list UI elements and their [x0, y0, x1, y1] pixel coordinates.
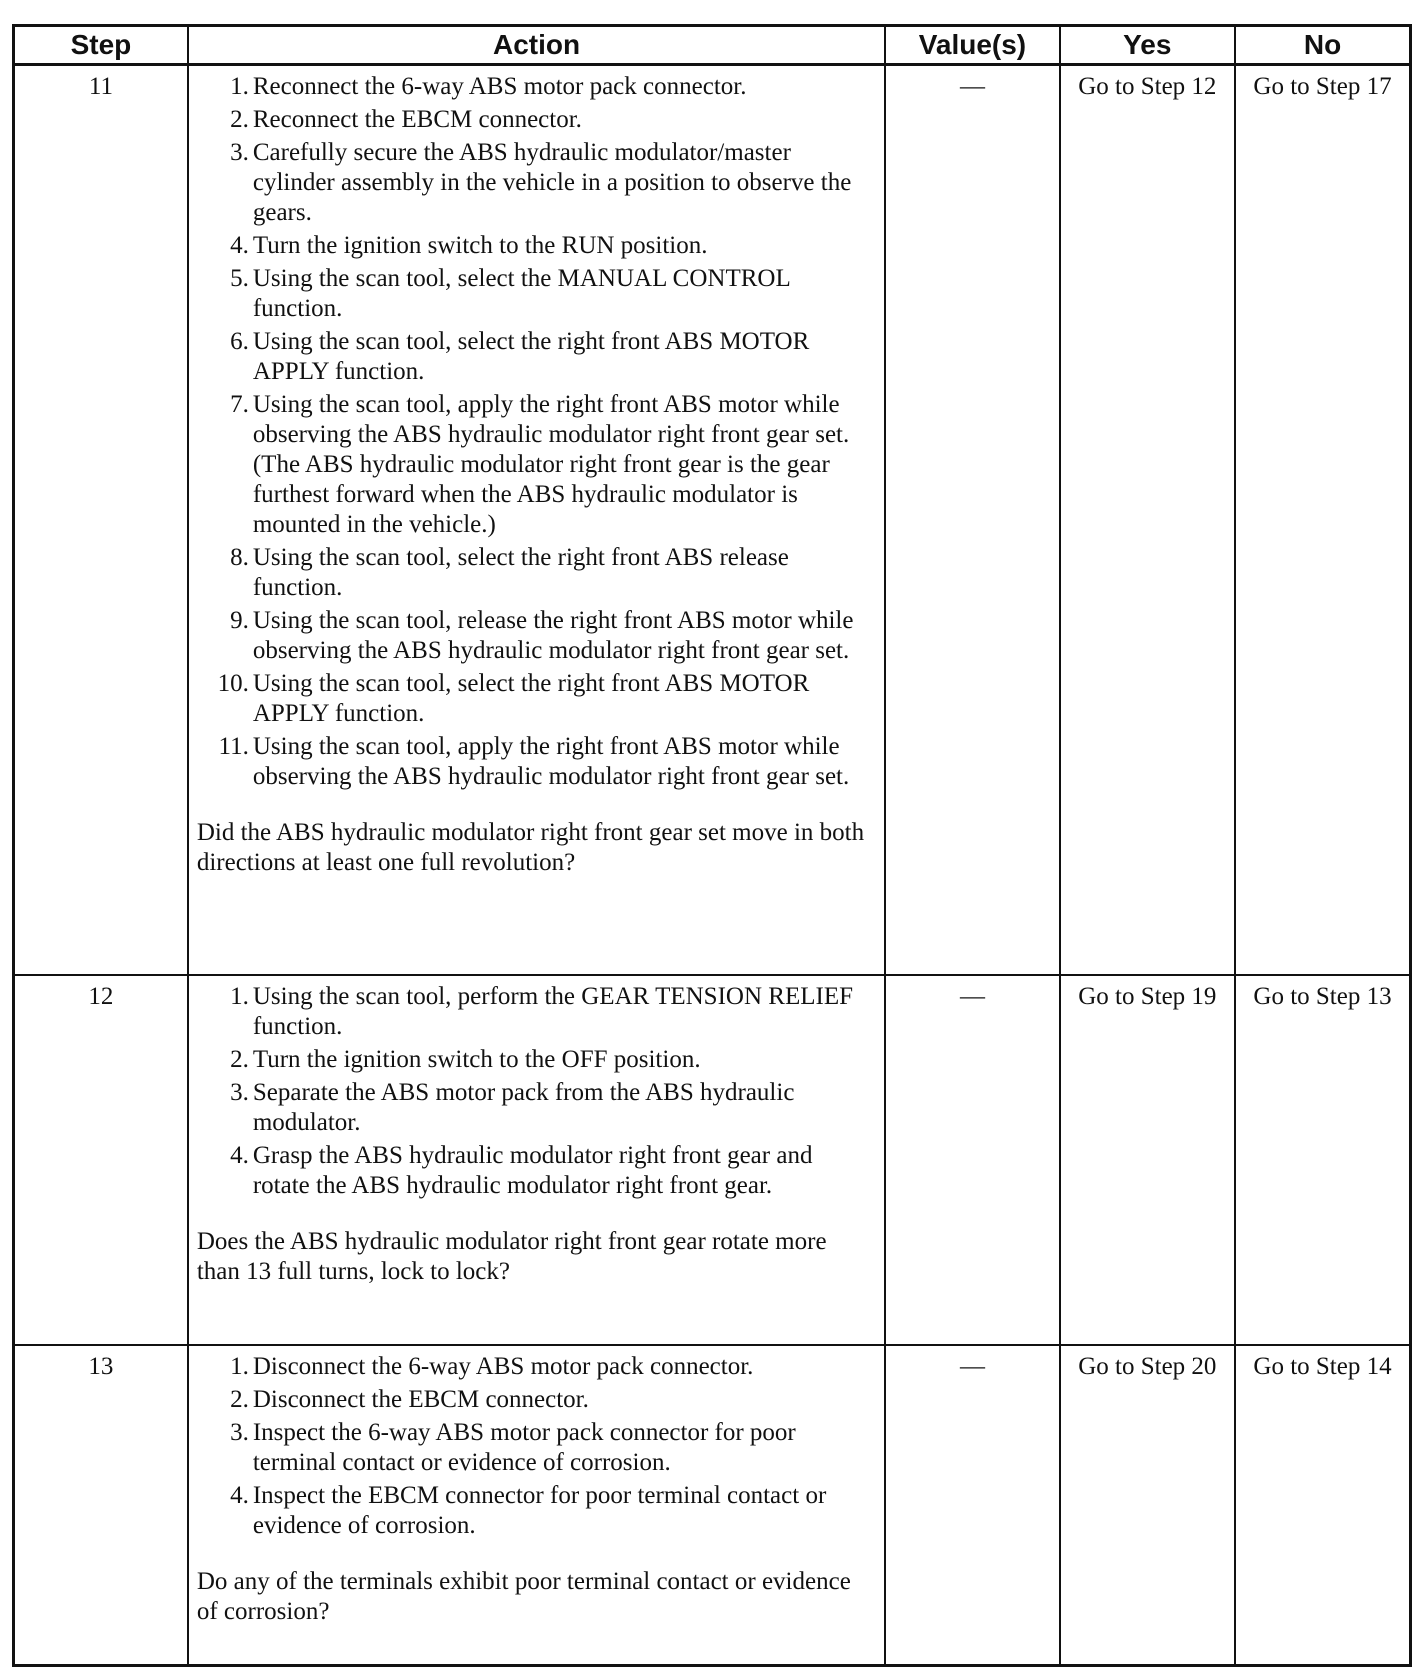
step-number: 13	[14, 1345, 188, 1666]
action-number: 2.	[230, 1386, 249, 1413]
yes-cell: Go to Step 19	[1060, 975, 1235, 1345]
action-item	[197, 105, 868, 135]
header-action: Action	[188, 26, 885, 65]
header-values: Value(s)	[885, 26, 1059, 65]
action-text: Reconnect the 6-way ABS motor pack connector.	[252, 73, 747, 100]
action-item	[197, 1045, 868, 1075]
action-number: 5.	[230, 265, 249, 292]
action-text: Reconnect the EBCM connector.	[252, 106, 582, 133]
action-number: 1.	[230, 1353, 249, 1380]
action-number: 1.	[230, 983, 249, 1010]
header-step: Step	[14, 26, 188, 65]
action-item	[197, 231, 868, 261]
action-text: Disconnect the EBCM connector.	[252, 1386, 589, 1413]
action-item	[197, 1418, 868, 1478]
no-cell: Go to Step 17	[1235, 65, 1410, 976]
no-cell: Go to Step 14	[1235, 1345, 1410, 1666]
action-number: 1.	[230, 73, 249, 100]
action-cell	[188, 975, 885, 1345]
action-text: Using the scan tool, select the right front ABS MOTOR APPLY function.	[252, 670, 810, 727]
action-number: 8.	[230, 544, 249, 571]
action-item	[197, 1078, 868, 1138]
action-item	[197, 138, 868, 228]
question-text: Does the ABS hydraulic modulator right front gear rotate more than 13 full turns, lock to lock?	[196, 1228, 827, 1285]
action-text: Turn the ignition switch to the RUN position.	[252, 232, 708, 259]
action-item	[197, 732, 868, 792]
action-list	[197, 982, 868, 1201]
diagnostic-table	[12, 24, 1412, 1667]
yes-cell: Go to Step 20	[1060, 1345, 1235, 1666]
action-item	[197, 1385, 868, 1415]
action-number: 9.	[230, 607, 249, 634]
action-text: Using the scan tool, select the MANUAL CONTROL function.	[252, 265, 790, 322]
action-list	[197, 1352, 868, 1541]
action-number: 4.	[230, 1482, 249, 1509]
value-cell: —	[885, 975, 1059, 1345]
action-number: 3.	[230, 1419, 249, 1446]
question-text: Did the ABS hydraulic modulator right front gear set move in both directions at least one full revolution?	[196, 819, 865, 876]
action-number: 3.	[230, 1079, 249, 1106]
action-item	[197, 669, 868, 729]
action-text: Using the scan tool, apply the right front ABS motor while observing the ABS hydraulic modulator right front gear set. (The ABS hydraulic modulator right front gear is the gear furthest forward when the ABS hydraulic modulator is mounted in the vehicle.)	[252, 391, 850, 538]
action-item	[197, 327, 868, 387]
action-number: 3.	[230, 139, 249, 166]
table-row	[14, 975, 1411, 1345]
action-cell	[188, 1345, 885, 1666]
action-text: Grasp the ABS hydraulic modulator right front gear and rotate the ABS hydraulic modulator right front gear.	[252, 1142, 813, 1199]
action-item	[197, 606, 868, 666]
header-yes: Yes	[1060, 26, 1235, 65]
table-row	[14, 1345, 1411, 1666]
action-cell	[188, 65, 885, 976]
action-number: 10.	[217, 670, 249, 697]
action-item	[197, 1141, 868, 1201]
action-item	[197, 72, 868, 102]
step-number: 12	[14, 975, 188, 1345]
action-item	[197, 982, 868, 1042]
action-text: Using the scan tool, release the right front ABS motor while observing the ABS hydraulic modulator right front gear set.	[252, 607, 854, 664]
action-number: 4.	[230, 1142, 249, 1169]
action-number: 11.	[218, 733, 249, 760]
action-text: Inspect the EBCM connector for poor terminal contact or evidence of corrosion.	[252, 1482, 827, 1539]
action-text: Carefully secure the ABS hydraulic modulator/master cylinder assembly in the vehicle in a position to observe the gears.	[252, 139, 852, 226]
step-number: 11	[14, 65, 188, 976]
action-text: Turn the ignition switch to the OFF position.	[252, 1046, 701, 1073]
action-text: Using the scan tool, apply the right front ABS motor while observing the ABS hydraulic modulator right front gear set.	[252, 733, 850, 790]
action-text: Inspect the 6-way ABS motor pack connector for poor terminal contact or evidence of corrosion.	[252, 1419, 796, 1476]
action-item	[197, 390, 868, 540]
action-number: 4.	[230, 232, 249, 259]
action-text: Using the scan tool, select the right front ABS release function.	[252, 544, 789, 601]
action-item	[197, 543, 868, 603]
action-text: Separate the ABS motor pack from the ABS hydraulic modulator.	[252, 1079, 795, 1136]
action-list	[197, 72, 868, 792]
value-cell: —	[885, 65, 1059, 976]
action-number: 2.	[230, 106, 249, 133]
action-text: Using the scan tool, perform the GEAR TENSION RELIEF function.	[252, 983, 853, 1040]
value-cell: —	[885, 1345, 1059, 1666]
header-no: No	[1235, 26, 1410, 65]
question-text: Do any of the terminals exhibit poor terminal contact or evidence of corrosion?	[196, 1568, 851, 1625]
action-item	[197, 1481, 868, 1541]
action-item	[197, 1352, 868, 1382]
no-cell: Go to Step 13	[1235, 975, 1410, 1345]
action-text: Using the scan tool, select the right front ABS MOTOR APPLY function.	[252, 328, 810, 385]
table-row	[14, 65, 1411, 976]
action-number: 7.	[230, 391, 249, 418]
action-text: Disconnect the 6-way ABS motor pack connector.	[252, 1353, 754, 1380]
action-item	[197, 264, 868, 324]
action-number: 6.	[230, 328, 249, 355]
yes-cell: Go to Step 12	[1060, 65, 1235, 976]
action-number: 2.	[230, 1046, 249, 1073]
header-row	[14, 26, 1411, 65]
